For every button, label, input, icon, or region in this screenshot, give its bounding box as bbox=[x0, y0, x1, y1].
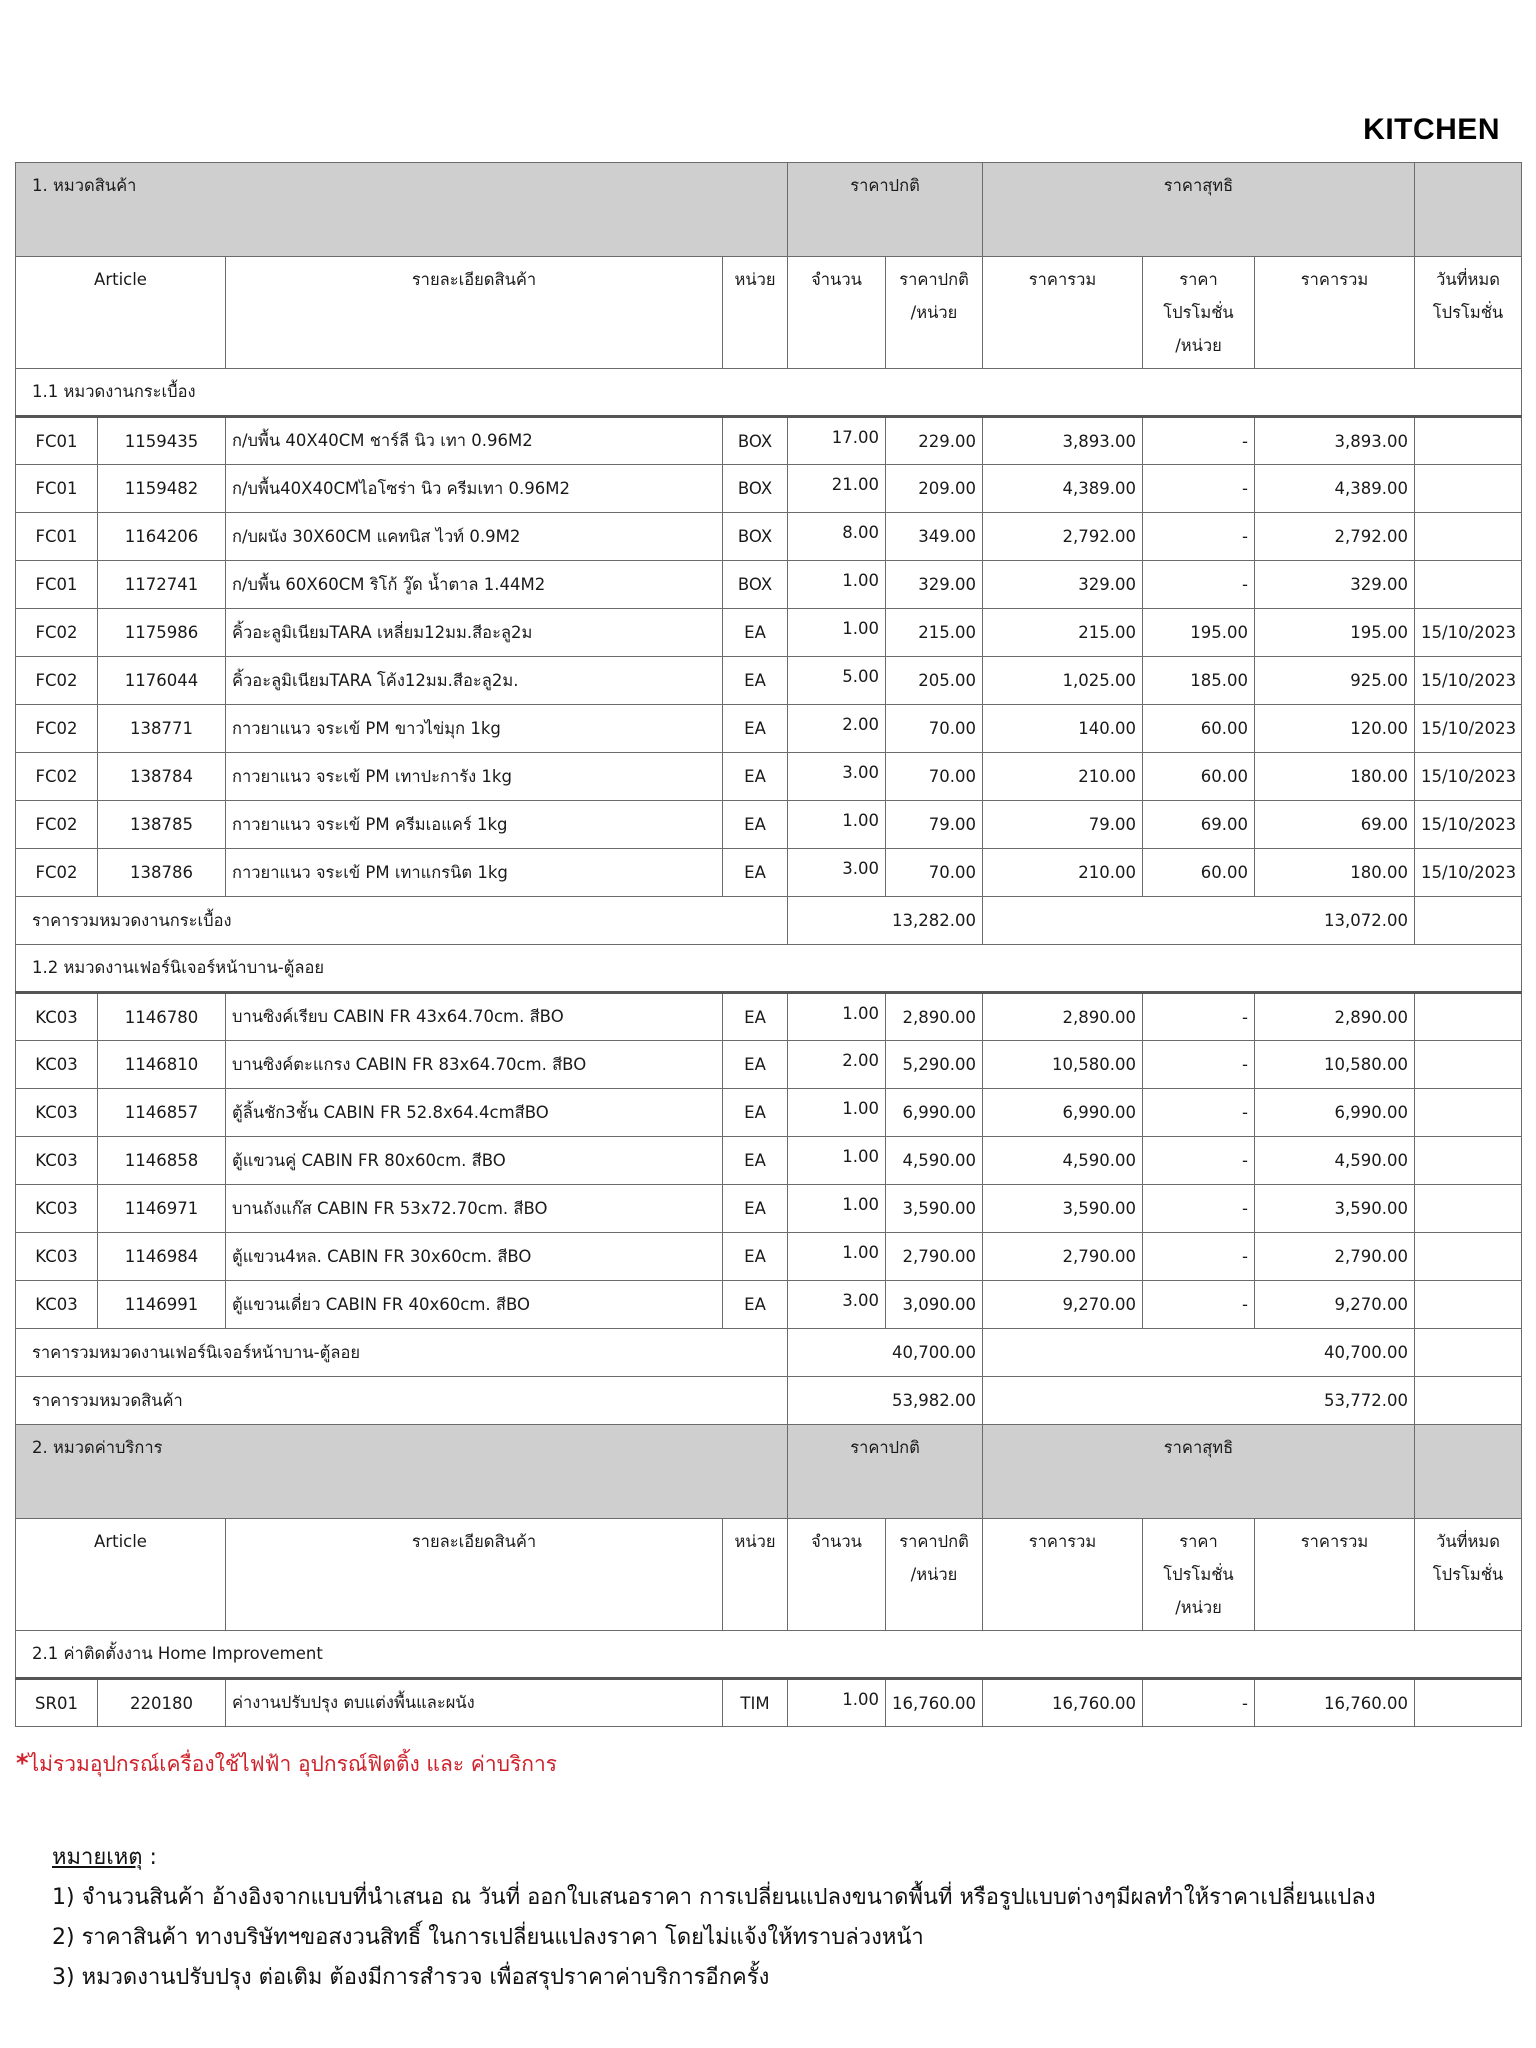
table-row bbox=[16, 705, 1522, 753]
regular-total: 2,790.00 bbox=[983, 1233, 1143, 1281]
net-total: 4,590.00 bbox=[1255, 1137, 1415, 1185]
promo-unit-price: - bbox=[1143, 1185, 1255, 1233]
product-description: กาวยาแนว จระเข้ PM เทาแกรนิต 1kg bbox=[226, 849, 723, 897]
category-code: KC03 bbox=[16, 1281, 98, 1329]
table-row bbox=[16, 1233, 1522, 1281]
unit: EA bbox=[723, 1185, 788, 1233]
regular-total: 16,760.00 bbox=[983, 1679, 1143, 1727]
unit-price: 3,590.00 bbox=[886, 1185, 983, 1233]
column-header-line: /หน่วย bbox=[1175, 1598, 1222, 1617]
promo-end-date: 15/10/2023 bbox=[1415, 801, 1522, 849]
category-code: KC03 bbox=[16, 1137, 98, 1185]
category-title: 2. หมวดค่าบริการ bbox=[16, 1425, 788, 1519]
table-row bbox=[16, 753, 1522, 801]
column-header bbox=[1143, 257, 1255, 369]
table-row bbox=[16, 1089, 1522, 1137]
category-header-row bbox=[16, 163, 1522, 257]
group-title: 1.1 หมวดงานกระเบื้อง bbox=[16, 369, 1522, 417]
unit: EA bbox=[723, 1089, 788, 1137]
column-header-line: โปรโมชั่น bbox=[1163, 1565, 1234, 1584]
article-number: 1146857 bbox=[98, 1089, 226, 1137]
product-description: ตู้แขวนคู่ CABIN FR 80x60cm. สีBO bbox=[226, 1137, 723, 1185]
promo-unit-price: - bbox=[1143, 1233, 1255, 1281]
group-title: 1.2 หมวดงานเฟอร์นิเจอร์หน้าบาน-ตู้ลอย bbox=[16, 945, 1522, 993]
promo-end-date bbox=[1415, 465, 1522, 513]
column-header bbox=[788, 257, 886, 369]
promo-end-date: 15/10/2023 bbox=[1415, 705, 1522, 753]
regular-total: 4,590.00 bbox=[983, 1137, 1143, 1185]
promo-end-date bbox=[1415, 417, 1522, 465]
quantity: 1.00 bbox=[788, 609, 886, 657]
unit: EA bbox=[723, 1137, 788, 1185]
promo-end-date: 15/10/2023 bbox=[1415, 849, 1522, 897]
unit-price: 349.00 bbox=[886, 513, 983, 561]
category-code: KC03 bbox=[16, 1185, 98, 1233]
table-row bbox=[16, 1137, 1522, 1185]
column-header: Article bbox=[16, 1519, 226, 1631]
column-header bbox=[1415, 1519, 1522, 1631]
unit: EA bbox=[723, 1281, 788, 1329]
unit: BOX bbox=[723, 465, 788, 513]
article-number: 220180 bbox=[98, 1679, 226, 1727]
quantity: 8.00 bbox=[788, 513, 886, 561]
promo-end-date bbox=[1415, 1233, 1522, 1281]
table-row bbox=[16, 801, 1522, 849]
remarks-heading: หมายเหตุ bbox=[52, 1845, 143, 1870]
regular-total: 4,389.00 bbox=[983, 465, 1143, 513]
empty-cell bbox=[1415, 1329, 1522, 1377]
article-number: 138771 bbox=[98, 705, 226, 753]
unit: BOX bbox=[723, 561, 788, 609]
product-description: ก/บพื้น 40X40CM ชาร์ลี นิว เทา 0.96M2 bbox=[226, 417, 723, 465]
column-header-line: /หน่วย bbox=[910, 1565, 958, 1584]
promo-unit-price: - bbox=[1143, 993, 1255, 1041]
group-header-row bbox=[16, 945, 1522, 993]
promo-unit-price: 69.00 bbox=[1143, 801, 1255, 849]
promo-end-date bbox=[1415, 1089, 1522, 1137]
article-number: 1146858 bbox=[98, 1137, 226, 1185]
column-header-row bbox=[16, 257, 1522, 369]
unit-price: 16,760.00 bbox=[886, 1679, 983, 1727]
promo-unit-price: - bbox=[1143, 1137, 1255, 1185]
total-regular: 13,282.00 bbox=[788, 897, 983, 945]
unit: EA bbox=[723, 753, 788, 801]
net-total: 180.00 bbox=[1255, 849, 1415, 897]
article-number: 138785 bbox=[98, 801, 226, 849]
column-header-line: ราคารวม bbox=[1028, 1532, 1097, 1551]
category-code: FC01 bbox=[16, 561, 98, 609]
article-number: 1146984 bbox=[98, 1233, 226, 1281]
remarks: หมายเหตุ : 1) จำนวนสินค้า อ้างอิงจากแบบที่นำเสนอ ณ วันที่ ออกใบเสนอราคา การเปลี่ยนแปลงขนาดพื้นที่ หรือรูปแบบต่างๆมีผลทำให้ราคาเปลี่ยนแปลง 2) ราคาสินค้า ทางบริษัทฯขอสงวนสิทธิ์ ในการเปลี่ยนแปลงราคา โดยไม่แจ้งให้ทราบล่วงหน้า 3) หมวดงานปรับปรุง ต่อเติม ต้องมีการสำรวจ เพื่อสรุปราคาค่าบริการอีกครั้ง bbox=[52, 1838, 1376, 1998]
category-code: FC02 bbox=[16, 801, 98, 849]
product-description: ก/บพื้น 60X60CM ริโก้ วู๊ด น้ำตาล 1.44M2 bbox=[226, 561, 723, 609]
promo-unit-price: 60.00 bbox=[1143, 705, 1255, 753]
column-header bbox=[226, 257, 723, 369]
net-total: 16,760.00 bbox=[1255, 1679, 1415, 1727]
column-header-line: รายละเอียดสินค้า bbox=[411, 270, 537, 289]
net-total: 925.00 bbox=[1255, 657, 1415, 705]
quantity: 5.00 bbox=[788, 657, 886, 705]
exclusion-note bbox=[16, 1748, 557, 1781]
page-title: KITCHEN bbox=[1363, 113, 1500, 146]
column-header bbox=[1255, 1519, 1415, 1631]
product-description: ก/บผนัง 30X60CM แคทนิส ไวท์ 0.9M2 bbox=[226, 513, 723, 561]
product-description: บานซิงค์เรียบ CABIN FR 43x64.70cm. สีBO bbox=[226, 993, 723, 1041]
unit-price: 70.00 bbox=[886, 849, 983, 897]
table-row bbox=[16, 417, 1522, 465]
category-code: KC03 bbox=[16, 1041, 98, 1089]
total-label: ราคารวมหมวดงานกระเบื้อง bbox=[16, 897, 788, 945]
remark-line: 3) หมวดงานปรับปรุง ต่อเติม ต้องมีการสำรวจ เพื่อสรุปราคาค่าบริการอีกครั้ง bbox=[52, 1965, 770, 1990]
column-header bbox=[983, 257, 1143, 369]
column-header: Article bbox=[16, 257, 226, 369]
column-header bbox=[886, 257, 983, 369]
quantity: 1.00 bbox=[788, 1679, 886, 1727]
article-number: 138786 bbox=[98, 849, 226, 897]
category-code: FC02 bbox=[16, 657, 98, 705]
table-row bbox=[16, 513, 1522, 561]
net-total: 2,792.00 bbox=[1255, 513, 1415, 561]
category-code: SR01 bbox=[16, 1679, 98, 1727]
promo-end-date bbox=[1415, 993, 1522, 1041]
column-header-line: รายละเอียดสินค้า bbox=[411, 1532, 537, 1551]
empty-cell bbox=[1415, 1377, 1522, 1425]
regular-total: 329.00 bbox=[983, 561, 1143, 609]
product-description: กาวยาแนว จระเข้ PM ครีมเอแคร์ 1kg bbox=[226, 801, 723, 849]
net-total: 180.00 bbox=[1255, 753, 1415, 801]
total-row bbox=[16, 1377, 1522, 1425]
quantity: 3.00 bbox=[788, 849, 886, 897]
column-header-line: วันที่หมด bbox=[1436, 1532, 1500, 1551]
column-header bbox=[226, 1519, 723, 1631]
column-header bbox=[1415, 257, 1522, 369]
promo-end-date bbox=[1415, 1679, 1522, 1727]
table-row bbox=[16, 561, 1522, 609]
regular-price-header: ราคาปกติ bbox=[788, 163, 983, 257]
net-total: 2,790.00 bbox=[1255, 1233, 1415, 1281]
unit-price: 329.00 bbox=[886, 561, 983, 609]
quantity: 1.00 bbox=[788, 801, 886, 849]
column-header bbox=[1143, 1519, 1255, 1631]
product-description: ตู้ลิ้นชัก3ชั้น CABIN FR 52.8x64.4cmสีBO bbox=[226, 1089, 723, 1137]
column-header-line: ราคาปกติ bbox=[899, 1532, 969, 1551]
total-net: 40,700.00 bbox=[983, 1329, 1415, 1377]
net-total: 195.00 bbox=[1255, 609, 1415, 657]
total-row bbox=[16, 1329, 1522, 1377]
column-header bbox=[1255, 257, 1415, 369]
unit-price: 205.00 bbox=[886, 657, 983, 705]
article-number: 1159435 bbox=[98, 417, 226, 465]
quantity: 1.00 bbox=[788, 1089, 886, 1137]
promo-unit-price: - bbox=[1143, 1281, 1255, 1329]
unit: EA bbox=[723, 801, 788, 849]
unit-price: 70.00 bbox=[886, 705, 983, 753]
quantity: 3.00 bbox=[788, 1281, 886, 1329]
promo-end-date bbox=[1415, 513, 1522, 561]
promo-end-date bbox=[1415, 1137, 1522, 1185]
unit: EA bbox=[723, 993, 788, 1041]
category-code: FC01 bbox=[16, 513, 98, 561]
total-net: 53,772.00 bbox=[983, 1377, 1415, 1425]
category-title: 1. หมวดสินค้า bbox=[16, 163, 788, 257]
column-header bbox=[723, 257, 788, 369]
category-code: FC02 bbox=[16, 705, 98, 753]
promo-end-date: 15/10/2023 bbox=[1415, 657, 1522, 705]
quantity: 3.00 bbox=[788, 753, 886, 801]
regular-total: 3,893.00 bbox=[983, 417, 1143, 465]
category-code: KC03 bbox=[16, 1233, 98, 1281]
column-header-line: วันที่หมด bbox=[1436, 270, 1500, 289]
empty-cell bbox=[1415, 897, 1522, 945]
column-header-line: /หน่วย bbox=[1175, 336, 1222, 355]
table-row bbox=[16, 465, 1522, 513]
promo-end-date bbox=[1415, 561, 1522, 609]
column-header-line: โปรโมชั่น bbox=[1432, 1565, 1504, 1584]
regular-total: 1,025.00 bbox=[983, 657, 1143, 705]
quantity: 21.00 bbox=[788, 465, 886, 513]
unit-price: 6,990.00 bbox=[886, 1089, 983, 1137]
unit-price: 209.00 bbox=[886, 465, 983, 513]
unit-price: 2,890.00 bbox=[886, 993, 983, 1041]
column-header-line: ราคา bbox=[1179, 1532, 1218, 1551]
column-header-line: ราคา bbox=[1179, 270, 1218, 289]
regular-total: 6,990.00 bbox=[983, 1089, 1143, 1137]
product-description: ตู้แขวนเดี่ยว CABIN FR 40x60cm. สีBO bbox=[226, 1281, 723, 1329]
promo-end-date: 15/10/2023 bbox=[1415, 753, 1522, 801]
quantity: 17.00 bbox=[788, 417, 886, 465]
category-code: FC02 bbox=[16, 849, 98, 897]
promo-unit-price: 185.00 bbox=[1143, 657, 1255, 705]
promo-unit-price: - bbox=[1143, 465, 1255, 513]
column-header-row bbox=[16, 1519, 1522, 1631]
unit: EA bbox=[723, 1041, 788, 1089]
total-row bbox=[16, 897, 1522, 945]
promo-unit-price: - bbox=[1143, 417, 1255, 465]
table-row bbox=[16, 609, 1522, 657]
product-description: ค่างานปรับปรุง ตบแต่งพื้นและผนัง bbox=[226, 1679, 723, 1727]
unit: BOX bbox=[723, 417, 788, 465]
promo-unit-price: - bbox=[1143, 1679, 1255, 1727]
column-header-line: หน่วย bbox=[734, 1532, 776, 1551]
unit: EA bbox=[723, 705, 788, 753]
promo-end-date: 15/10/2023 bbox=[1415, 609, 1522, 657]
promo-unit-price: - bbox=[1143, 1041, 1255, 1089]
unit-price: 3,090.00 bbox=[886, 1281, 983, 1329]
column-header-line: หน่วย bbox=[734, 270, 776, 289]
asterisk: * bbox=[16, 1749, 29, 1777]
quantity: 1.00 bbox=[788, 1137, 886, 1185]
net-total: 10,580.00 bbox=[1255, 1041, 1415, 1089]
promo-end-date bbox=[1415, 1041, 1522, 1089]
quantity: 1.00 bbox=[788, 993, 886, 1041]
regular-total: 3,590.00 bbox=[983, 1185, 1143, 1233]
net-total: 9,270.00 bbox=[1255, 1281, 1415, 1329]
net-price-header: ราคาสุทธิ bbox=[983, 1425, 1415, 1519]
quantity: 1.00 bbox=[788, 1233, 886, 1281]
regular-total: 79.00 bbox=[983, 801, 1143, 849]
quantity: 1.00 bbox=[788, 1185, 886, 1233]
category-code: KC03 bbox=[16, 993, 98, 1041]
unit-price: 215.00 bbox=[886, 609, 983, 657]
unit-price: 4,590.00 bbox=[886, 1137, 983, 1185]
product-description: ตู้แขวน4หล. CABIN FR 30x60cm. สีBO bbox=[226, 1233, 723, 1281]
unit-price: 5,290.00 bbox=[886, 1041, 983, 1089]
empty-cell bbox=[1415, 163, 1522, 257]
regular-total: 10,580.00 bbox=[983, 1041, 1143, 1089]
net-total: 6,990.00 bbox=[1255, 1089, 1415, 1137]
total-regular: 40,700.00 bbox=[788, 1329, 983, 1377]
product-description: คิ้วอะลูมิเนียมTARA เหลี่ยม12มม.สีอะลู2ม bbox=[226, 609, 723, 657]
column-header-line: ราคาปกติ bbox=[899, 270, 969, 289]
regular-price-header: ราคาปกติ bbox=[788, 1425, 983, 1519]
net-total: 329.00 bbox=[1255, 561, 1415, 609]
column-header-line: ราคารวม bbox=[1300, 1532, 1369, 1551]
table-row bbox=[16, 1185, 1522, 1233]
unit-price: 79.00 bbox=[886, 801, 983, 849]
category-code: FC01 bbox=[16, 465, 98, 513]
regular-total: 9,270.00 bbox=[983, 1281, 1143, 1329]
total-label: ราคารวมหมวดสินค้า bbox=[16, 1377, 788, 1425]
product-description: ก/บพื้น40X40CMไอโซร่า นิว ครีมเทา 0.96M2 bbox=[226, 465, 723, 513]
column-header-line: จำนวน bbox=[811, 270, 862, 289]
product-description: บานถังแก๊ส CABIN FR 53x72.70cm. สีBO bbox=[226, 1185, 723, 1233]
promo-unit-price: 195.00 bbox=[1143, 609, 1255, 657]
article-number: 1164206 bbox=[98, 513, 226, 561]
empty-cell bbox=[1415, 1425, 1522, 1519]
article-number: 1175986 bbox=[98, 609, 226, 657]
regular-total: 215.00 bbox=[983, 609, 1143, 657]
unit: TIM bbox=[723, 1679, 788, 1727]
group-header-row bbox=[16, 369, 1522, 417]
total-regular: 53,982.00 bbox=[788, 1377, 983, 1425]
group-header-row bbox=[16, 1631, 1522, 1679]
column-header bbox=[723, 1519, 788, 1631]
article-number: 1146780 bbox=[98, 993, 226, 1041]
quantity: 2.00 bbox=[788, 1041, 886, 1089]
table-row bbox=[16, 1281, 1522, 1329]
promo-unit-price: 60.00 bbox=[1143, 849, 1255, 897]
column-header-line: โปรโมชั่น bbox=[1432, 303, 1504, 322]
unit: EA bbox=[723, 657, 788, 705]
promo-unit-price: - bbox=[1143, 561, 1255, 609]
unit: EA bbox=[723, 849, 788, 897]
article-number: 1146971 bbox=[98, 1185, 226, 1233]
total-label: ราคารวมหมวดงานเฟอร์นิเจอร์หน้าบาน-ตู้ลอย bbox=[16, 1329, 788, 1377]
promo-unit-price: - bbox=[1143, 1089, 1255, 1137]
product-description: คิ้วอะลูมิเนียมTARA โค้ง12มม.สีอะลู2ม. bbox=[226, 657, 723, 705]
promo-end-date bbox=[1415, 1185, 1522, 1233]
article-number: 1146810 bbox=[98, 1041, 226, 1089]
column-header bbox=[886, 1519, 983, 1631]
article-number: 1159482 bbox=[98, 465, 226, 513]
category-code: KC03 bbox=[16, 1089, 98, 1137]
column-header-line: /หน่วย bbox=[910, 303, 958, 322]
regular-total: 210.00 bbox=[983, 849, 1143, 897]
promo-end-date bbox=[1415, 1281, 1522, 1329]
category-code: FC01 bbox=[16, 417, 98, 465]
group-title: 2.1 ค่าติดตั้งงาน Home Improvement bbox=[16, 1631, 1522, 1679]
net-total: 3,590.00 bbox=[1255, 1185, 1415, 1233]
product-description: บานซิงค์ตะแกรง CABIN FR 83x64.70cm. สีBO bbox=[226, 1041, 723, 1089]
category-header-row bbox=[16, 1425, 1522, 1519]
product-description: กาวยาแนว จระเข้ PM ขาวไข่มุก 1kg bbox=[226, 705, 723, 753]
article-number: 138784 bbox=[98, 753, 226, 801]
table-row bbox=[16, 849, 1522, 897]
unit: BOX bbox=[723, 513, 788, 561]
column-header-line: ราคารวม bbox=[1300, 270, 1369, 289]
quantity: 1.00 bbox=[788, 561, 886, 609]
regular-total: 140.00 bbox=[983, 705, 1143, 753]
category-code: FC02 bbox=[16, 753, 98, 801]
category-code: FC02 bbox=[16, 609, 98, 657]
net-price-header: ราคาสุทธิ bbox=[983, 163, 1415, 257]
remark-line: 1) จำนวนสินค้า อ้างอิงจากแบบที่นำเสนอ ณ วันที่ ออกใบเสนอราคา การเปลี่ยนแปลงขนาดพื้นที่ หรือรูปแบบต่างๆมีผลทำให้ราคาเปลี่ยนแปลง bbox=[52, 1885, 1376, 1910]
column-header bbox=[983, 1519, 1143, 1631]
net-total: 69.00 bbox=[1255, 801, 1415, 849]
net-total: 4,389.00 bbox=[1255, 465, 1415, 513]
article-number: 1176044 bbox=[98, 657, 226, 705]
unit: EA bbox=[723, 1233, 788, 1281]
table-row bbox=[16, 1041, 1522, 1089]
column-header-line: ราคารวม bbox=[1028, 270, 1097, 289]
regular-total: 2,792.00 bbox=[983, 513, 1143, 561]
net-total: 2,890.00 bbox=[1255, 993, 1415, 1041]
table-row bbox=[16, 1679, 1522, 1727]
promo-unit-price: 60.00 bbox=[1143, 753, 1255, 801]
column-header-line: จำนวน bbox=[811, 1532, 862, 1551]
table-row bbox=[16, 993, 1522, 1041]
product-description: กาวยาแนว จระเข้ PM เทาปะการัง 1kg bbox=[226, 753, 723, 801]
regular-total: 210.00 bbox=[983, 753, 1143, 801]
unit-price: 2,790.00 bbox=[886, 1233, 983, 1281]
unit-price: 70.00 bbox=[886, 753, 983, 801]
unit: EA bbox=[723, 609, 788, 657]
article-number: 1146991 bbox=[98, 1281, 226, 1329]
column-header-line: โปรโมชั่น bbox=[1163, 303, 1234, 322]
table-row bbox=[16, 657, 1522, 705]
exclusion-note-text: ไม่รวมอุปกรณ์เครื่องใช้ไฟฟ้า อุปกรณ์ฟิตติ้ง และ ค่าบริการ bbox=[28, 1752, 558, 1776]
quotation-table bbox=[15, 162, 1522, 1727]
net-total: 120.00 bbox=[1255, 705, 1415, 753]
remark-line: 2) ราคาสินค้า ทางบริษัทฯขอสงวนสิทธิ์ ในการเปลี่ยนแปลงราคา โดยไม่แจ้งให้ทราบล่วงหน้า bbox=[52, 1925, 924, 1950]
net-total: 3,893.00 bbox=[1255, 417, 1415, 465]
regular-total: 2,890.00 bbox=[983, 993, 1143, 1041]
total-net: 13,072.00 bbox=[983, 897, 1415, 945]
unit-price: 229.00 bbox=[886, 417, 983, 465]
article-number: 1172741 bbox=[98, 561, 226, 609]
promo-unit-price: - bbox=[1143, 513, 1255, 561]
column-header bbox=[788, 1519, 886, 1631]
quantity: 2.00 bbox=[788, 705, 886, 753]
